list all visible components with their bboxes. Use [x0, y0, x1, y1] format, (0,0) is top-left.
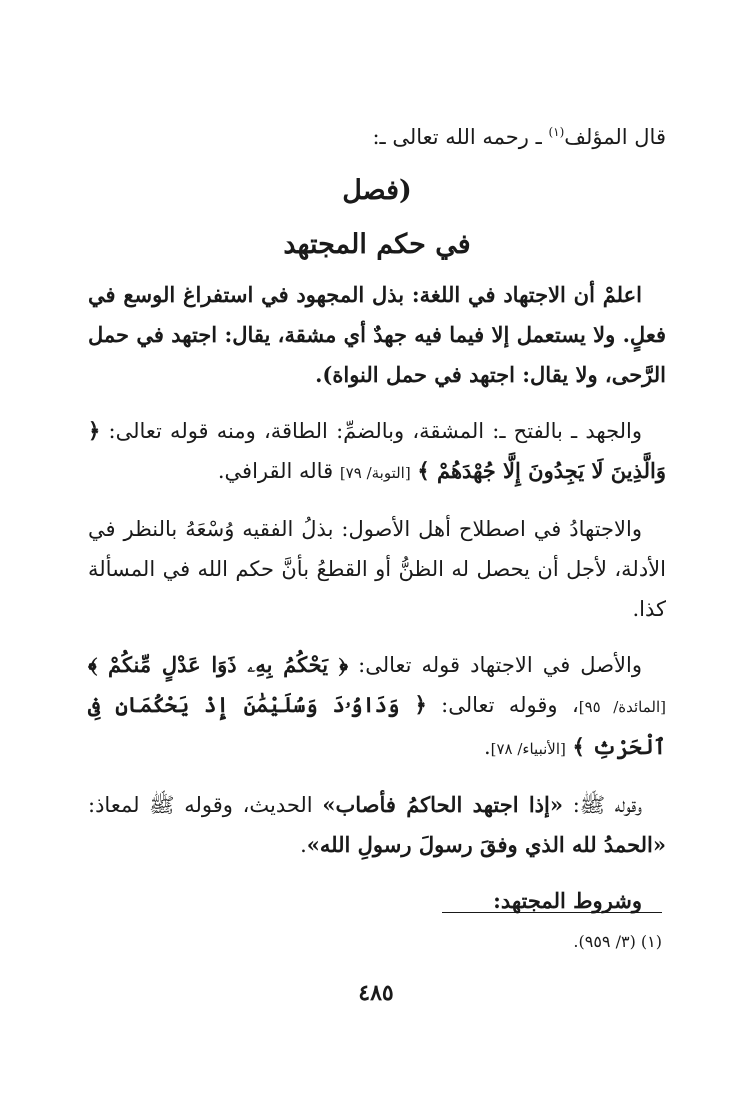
footnote-separator [442, 912, 662, 913]
paragraph-conditions-heading: وشروط المجتهد: [493, 888, 642, 913]
quran-verse-anbiya: ﴿ وَدَاوُۥدَ وَسُلَيْمَٰنَ إِذْ يَحْكُمَانِ فِى ٱلْحَرْثِ ﴾ [88, 692, 666, 759]
chapter-title: في حكم المجتهد [283, 229, 471, 260]
verse-reference-anbiya: [الأنبياء/ ٧٨] [490, 740, 566, 758]
p2-end: قاله القرافي. [217, 459, 334, 483]
p5-text1: وقوله ﷺ: [572, 793, 642, 817]
p5-end: . [300, 833, 307, 857]
footnote-marker: (١) [548, 125, 565, 139]
p4-text2: ، وقوله تعالى: [441, 693, 579, 717]
verse-reference-tawbah: [التوبة/ ٧٩] [339, 464, 411, 482]
p4-end: . [483, 735, 491, 759]
paragraph-jahd [88, 411, 666, 493]
verse-reference-maidah: [المائدة/ ٩٥] [578, 698, 666, 716]
page-number: ٤٨٥ [358, 980, 394, 1006]
intro-text-after: ـ رحمه الله تعالى ـ: [372, 125, 549, 149]
p5-text2: الحديث، وقوله ﷺ لمعاذ: [88, 793, 323, 817]
paragraph-hadith [88, 785, 666, 865]
page-body [88, 112, 666, 937]
footnote: (١) (٣/ ٩٥٩). [573, 932, 662, 951]
intro-text: قال المؤلف [564, 125, 666, 149]
quran-verse-tawbah: ﴿ وَالَّذِينَ لَا يَجِدُونَ إِلَّا جُهْدَهُمْ ﴾ [88, 418, 666, 483]
hadith-quote-2: «الحمدُ لله الذي وفقَ رسولَ رسولِ الله» [306, 832, 666, 857]
p2-text: والجهد ـ بالفتح ـ: المشقة، وبالضمِّ: الطاقة، ومنه قوله تعالى: [108, 419, 643, 443]
hadith-quote-1: «إذا اجتهد الحاكمُ فأصاب» [322, 792, 563, 817]
section-heading: (فصل [342, 175, 412, 206]
paragraph-linguistic-definition: اعلمْ أن الاجتهاد في اللغة: بذل المجهود في استفراغ الوسع في فعلٍ. ولا يستعمل إلا فيما فيه جهدٌ أي مشقة، يقال: اجتهد في حمل الرَّحى، ولا يقال: اجتهد في حمل النواة). [88, 282, 666, 387]
intro-line [88, 112, 666, 157]
quran-verse-maidah: ﴿ يَحْكُمُ بِهِۦ ذَوَا عَدْلٍ مِّنكُمْ ﴾ [88, 652, 349, 677]
p4-text1: والأصل في الاجتهاد قوله تعالى: [358, 653, 642, 677]
paragraph-evidence [88, 645, 666, 769]
paragraph-technical-definition: والاجتهادُ في اصطلاح أهل الأصول: بذلُ الفقيه وُسْعَهُ بالنظر في الأدلة، لأجل أن يحصل له الظنُّ أو القطعُ بأنَّ حكم الله في المسألة كذا. [88, 517, 666, 621]
